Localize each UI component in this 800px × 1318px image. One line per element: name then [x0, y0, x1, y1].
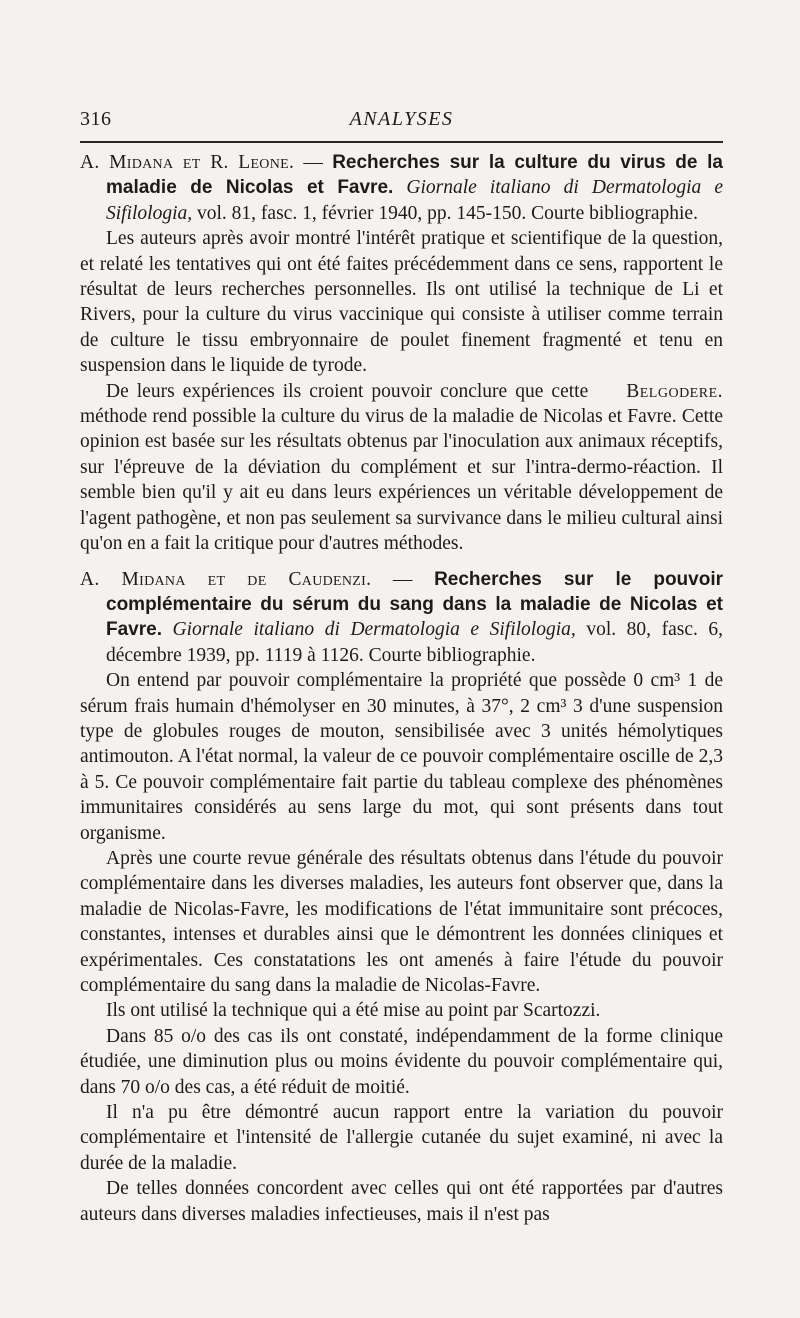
review-citation [80, 567, 723, 669]
review-paragraph-text: De leurs expériences ils croient pouvoir conclure que cette méthode rend possible la culture du virus de la maladie de Nicolas et Favre. Cette opinion est basée sur les résultats obtenus par l'inoculation aux animaux réceptifs, sur l'épreuve de la déviation du complément et sur l'intra-dermo-réaction. Il semble bien qu'il y ait eu dans leurs expériences un véritable développement de l'agent pathogène, et non pas seulement sa survivance dans le milieu cultural ainsi qu'on en a fait la critique pour d'autres méthodes. [80, 380, 723, 555]
page-body [80, 150, 723, 1227]
review-paragraph: On entend par pouvoir complémentaire la propriété que possède 0 cm³ 1 de sérum frais humain d'hémolyser en 30 minutes, à 37°, 2 cm³ 3 d'une suspension type de globules rouges de mouton, sensibilisée avec 3 unités hémolytiques antimouton. A l'état normal, la valeur de ce pouvoir complémentaire oscille de 2,3 à 5. Ce pouvoir complémentaire fait partie du tableau complexe des phénomènes immunitaires considérés au sens large du mot, qui sont présents dans tout organisme. [80, 670, 723, 844]
review-paragraph: Les auteurs après avoir montré l'intérêt pratique et scientifique de la question, et relaté les tentatives qui ont été faites précédemment dans ce sens, rapportent le résultat de leurs recherches personnelles. Ils ont utilisé la technique de Li et Rivers, pour la culture du virus vaccinique qui consiste à utiliser comme terrain de culture le tissu embryonnaire de poulet finement fragmenté et tenu en suspension dans le liquide de tyrode. [80, 228, 723, 377]
journal-name: Giornale italiano di Dermatologia e Sifilologia, [172, 619, 576, 641]
review-paragraph: Il n'a pu être démontré aucun rapport entre la variation du pouvoir complémentaire et l'intensité de l'allergie cutanée du sujet examiné, ni avec la durée de la maladie. [80, 1102, 723, 1174]
review-citation [80, 150, 723, 226]
citation-dash: — [294, 152, 333, 173]
page-header [80, 108, 723, 136]
running-head: ANALYSES [349, 108, 454, 130]
article-title: Recherches sur le pouvoir complémentaire du sérum du sang dans la maladie de Nicolas et Favre. [106, 568, 723, 641]
page-number: 316 [80, 108, 112, 130]
review-signature: Belgodere. [626, 380, 723, 402]
header-rule [80, 141, 723, 143]
review-paragraph: Dans 85 o/o des cas ils ont constaté, indépendamment de la forme clinique étudiée, une diminution plus ou moins évidente du pouvoir complémentaire qui, dans 70 o/o des cas, a été réduit de moitié. [80, 1025, 723, 1098]
review-paragraph: De telles données concordent avec celles qui ont été rapportées par d'autres auteurs dans diverses maladies infectieuses, mais il n'est pas [80, 1178, 723, 1225]
review-entry [80, 150, 723, 557]
review-entry [80, 567, 723, 1228]
review-paragraph [80, 379, 723, 557]
review-authors: A. Midana et de Caudenzi. [80, 568, 372, 590]
article-title: Recherches sur la culture du virus de la maladie de Nicolas et Favre. [106, 152, 723, 199]
citation-details: vol. 81, fasc. 1, février 1940, pp. 145-150. Courte bibliographie. [197, 202, 698, 224]
journal-name: Giornale italiano di Dermatologia e Sifilologia, [106, 177, 723, 224]
review-paragraph: Ils ont utilisé la technique qui a été mise au point par Scartozzi. [106, 1000, 601, 1022]
review-authors: A. Midana et R. Leone. [80, 152, 295, 173]
citation-details: vol. 80, fasc. 6, décembre 1939, pp. 1119 à 1126. Courte bibliographie. [106, 619, 724, 666]
citation-dash: — [371, 568, 435, 590]
review-paragraph: Après une courte revue générale des résultats obtenus dans l'étude du pouvoir complémentaire dans les diverses maladies, les auteurs font observer que, dans la maladie de Nicolas-Favre, les modifications de l'état immunitaire sont précoces, constantes, intenses et durables ainsi que le démontrent les données cliniques et expérimentales. Ces constatations les ont amenés à faire l'étude du pouvoir complémentaire du sang dans la maladie de Nicolas-Favre. [80, 847, 723, 996]
